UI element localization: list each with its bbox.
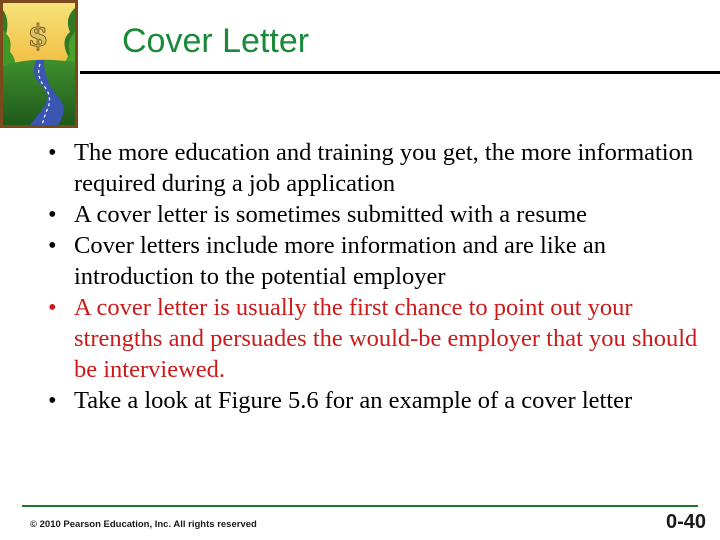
bullet-text: A cover letter is sometimes submitted with a resume bbox=[74, 201, 588, 228]
bullet-marker: • bbox=[48, 139, 57, 166]
bullet-text: The more education and training you get, the more information required during a job application bbox=[74, 139, 694, 197]
bullet-item bbox=[48, 230, 698, 292]
slide-title: Cover Letter bbox=[122, 22, 310, 60]
bullet-text: A cover letter is usually the first chance to point out your strengths and persuades the would-be employer that you should be interviewed. bbox=[74, 294, 698, 383]
bullet-item bbox=[48, 199, 698, 230]
bullet-item bbox=[48, 385, 698, 416]
bullet-item bbox=[48, 137, 698, 199]
title-divider bbox=[80, 71, 720, 74]
bullet-text: Cover letters include more information and are like an introduction to the potential employer bbox=[74, 232, 607, 290]
bullet-list bbox=[48, 137, 698, 416]
bullet-marker: • bbox=[48, 201, 57, 228]
bullet-text: Take a look at Figure 5.6 for an example of a cover letter bbox=[74, 387, 633, 414]
svg-text:$: $ bbox=[27, 19, 49, 54]
footer-divider bbox=[22, 505, 698, 507]
bullet-marker: • bbox=[48, 387, 57, 414]
bullet-item-highlighted bbox=[48, 292, 698, 385]
bullet-marker: • bbox=[48, 294, 57, 321]
copyright-notice: © 2010 Pearson Education, Inc. All rights reserved bbox=[30, 519, 257, 530]
money-road-icon bbox=[0, 0, 78, 128]
bullet-marker: • bbox=[48, 232, 57, 259]
page-number: 0-40 bbox=[665, 511, 706, 533]
